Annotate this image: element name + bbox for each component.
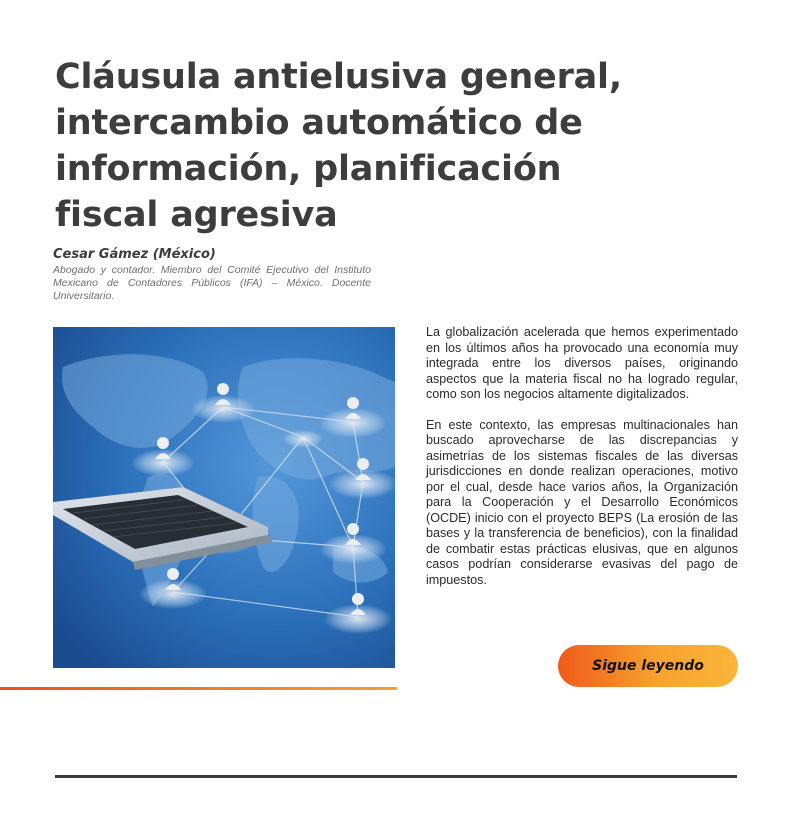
title-line: Cláusula antielusiva general, (55, 57, 622, 97)
title-line: fiscal agresiva (55, 195, 338, 235)
article-body (426, 325, 738, 603)
accent-divider (0, 687, 397, 690)
article-title (55, 54, 695, 238)
title-line: intercambio automático de (55, 103, 583, 143)
author-name: Cesar Gámez (México) (53, 247, 216, 262)
body-paragraph: En este contexto, las empresas multinacionales han buscado aprovecharse de las discrepancias y asimetrías de los sistemas fiscales de las diversas jurisdicciones en donde realizan operaciones, motivo por el cual, desde hace varios años, la Organización para la Cooperación y el Desarrollo Económicos (OCDE) inicio con el proyecto BEPS (La erosión de las bases y la transferencia de beneficios), con la finalidad de combatir estas prácticas elusivas, que en algunos casos podrían considerarse evasivas del pago de impuestos. (426, 417, 738, 587)
hero-image (53, 327, 395, 668)
footer-divider (55, 775, 737, 778)
title-line: información, planificación (55, 149, 562, 189)
body-paragraph: La globalización acelerada que hemos experimentado en los últimos años ha provocado una economía muy integrada entre los diversos países, originando aspectos que la materia fiscal no ha logrado regular, como son los negocios altamente digitalizados. (426, 325, 738, 401)
read-more-button[interactable]: Sigue leyendo (558, 645, 738, 687)
laptop-network-map-illustration (53, 327, 395, 668)
author-bio: Abogado y contador. Miembro del Comité Ejecutivo del Instituto Mexicano de Contadores Públicos (IFA) – México. Docente Universitario. (53, 264, 371, 302)
